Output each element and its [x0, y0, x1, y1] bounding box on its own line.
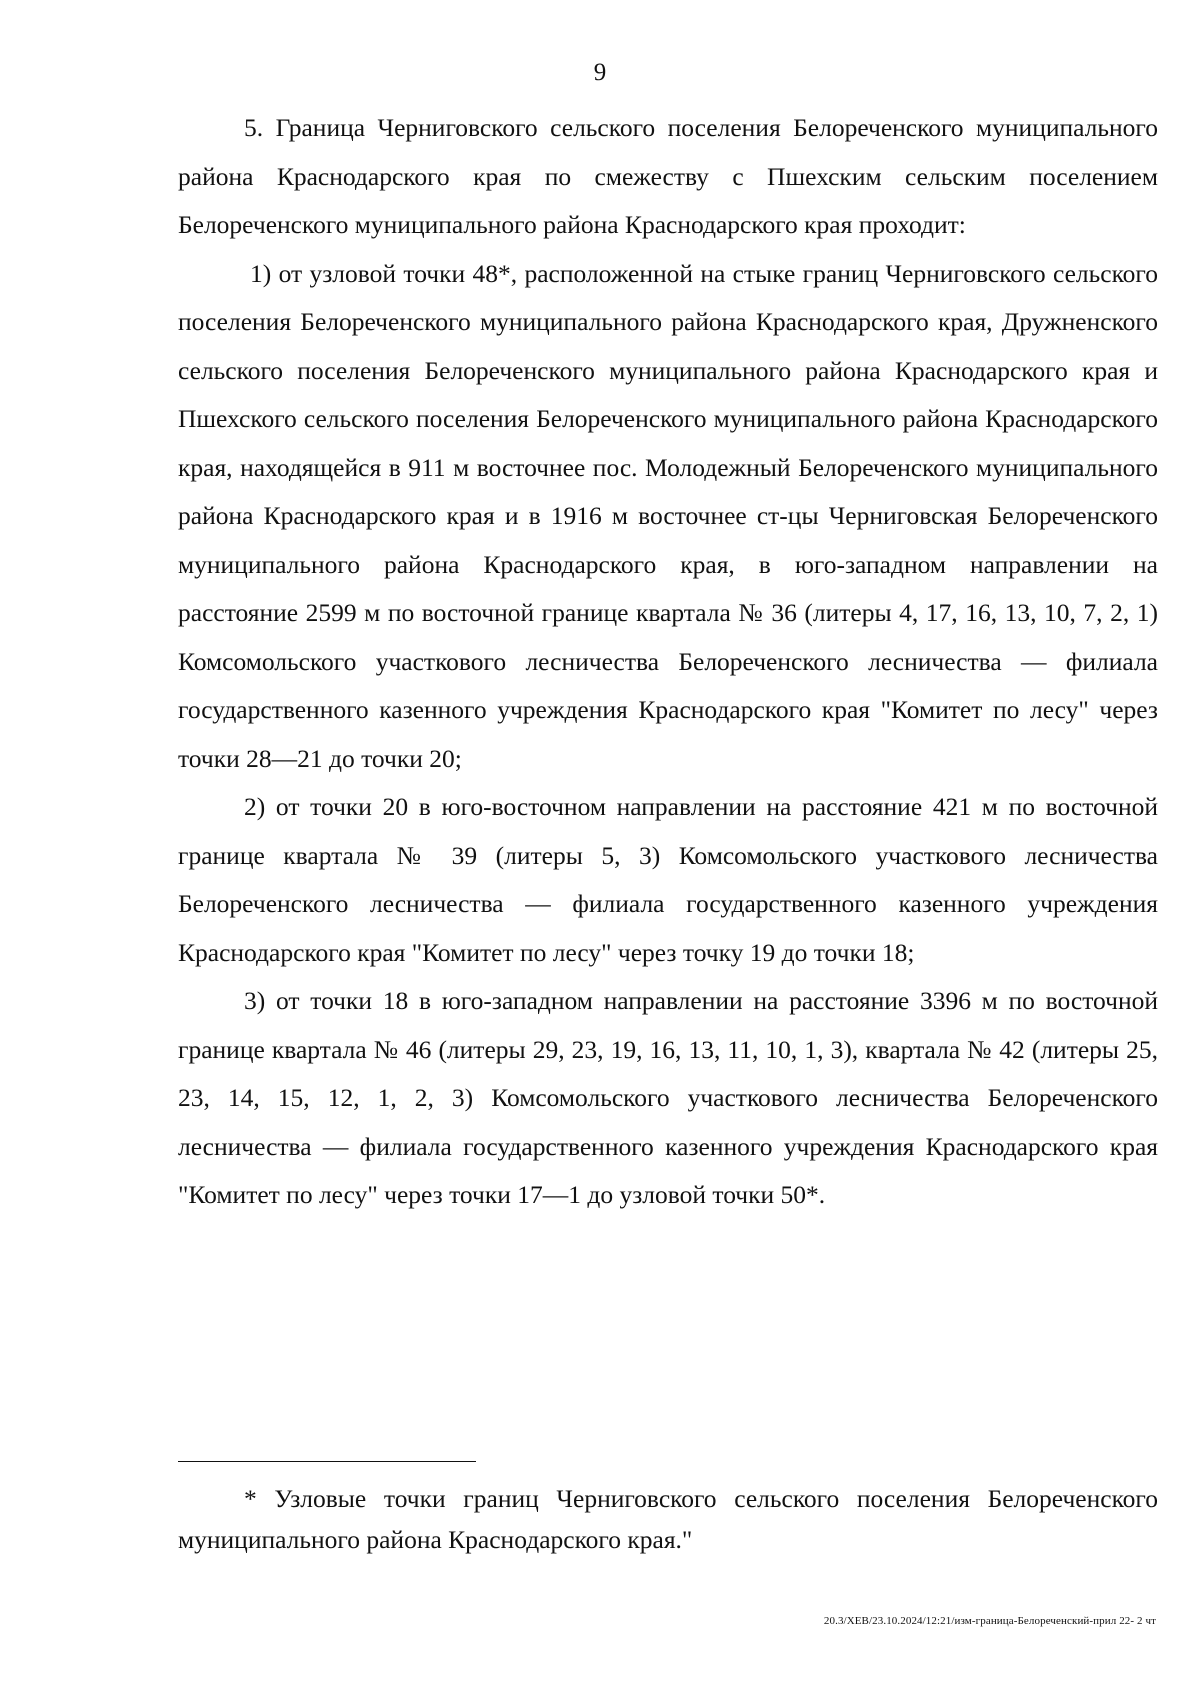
document-body [178, 104, 1158, 1220]
document-stamp: 20.3/ХЕВ/23.10.2024/12:21/изм-граница-Белореченский-прил 22- 2 чт [823, 1615, 1156, 1627]
footnote-text: * Узловые точки границ Черниговского сельского поселения Белореченского муниципального района Краснодарского края." [178, 1484, 1158, 1554]
footnote [178, 1478, 1158, 1560]
paragraph-point-3: 3) от точки 18 в юго-западном направлении на расстояние 3396 м по восточной границе квартала № 46 (литеры 29, 23, 19, 16, 13, 11, 10, 1, 3), квартала № 42 (литеры 25, 23, 14, 15, 12, 1, 2, 3) Комсомольского участкового лесничества Белореченского лесничества — филиала государственного казенного учреждения Краснодарского края "Комитет по лесу" через точки 17—1 до узловой точки 50*. [178, 986, 1158, 1209]
paragraph-point-2: 2) от точки 20 в юго-восточном направлении на расстояние 421 м по восточной границе квартала № 39 (литеры 5, 3) Комсомольского участкового лесничества Белореченского лесничества — филиала государственного казенного учреждения Краснодарского края "Комитет по лесу" через точку 19 до точки 18; [178, 792, 1158, 967]
page-number: 9 [593, 59, 607, 86]
paragraph-point-1: 1) от узловой точки 48*, расположенной на стыке границ Черниговского сельского поселения Белореченского муниципального района Краснодарского края, Дружненского сельского поселения Белореченского муниципального района Краснодарского края и Пшехского сельского поселения Белореченского муниципального района Краснодарского края, находящейся в 911 м восточнее пос. Молодежный Белореченского муниципального района Краснодарского края и в 1916 м восточнее ст-цы Черниговская Белореченского муниципального района Краснодарского края, в юго-западном направлении на расстояние 2599 м по восточной границе квартала № 36 (литеры 4, 17, 16, 13, 10, 7, 2, 1) Комсомольского участкового лесничества Белореченского лесничества — филиала государственного казенного учреждения Краснодарского края "Комитет по лесу" через точки 28—21 до точки 20; [178, 258, 1158, 773]
paragraph-boundary-intro: 5. Граница Черниговского сельского поселения Белореченского муниципального района Краснодарского края по смежеству с Пшехским сельским поселением Белореченского муниципального района Краснодарского края проходит: [178, 113, 1158, 239]
footnote-separator [178, 1461, 476, 1462]
